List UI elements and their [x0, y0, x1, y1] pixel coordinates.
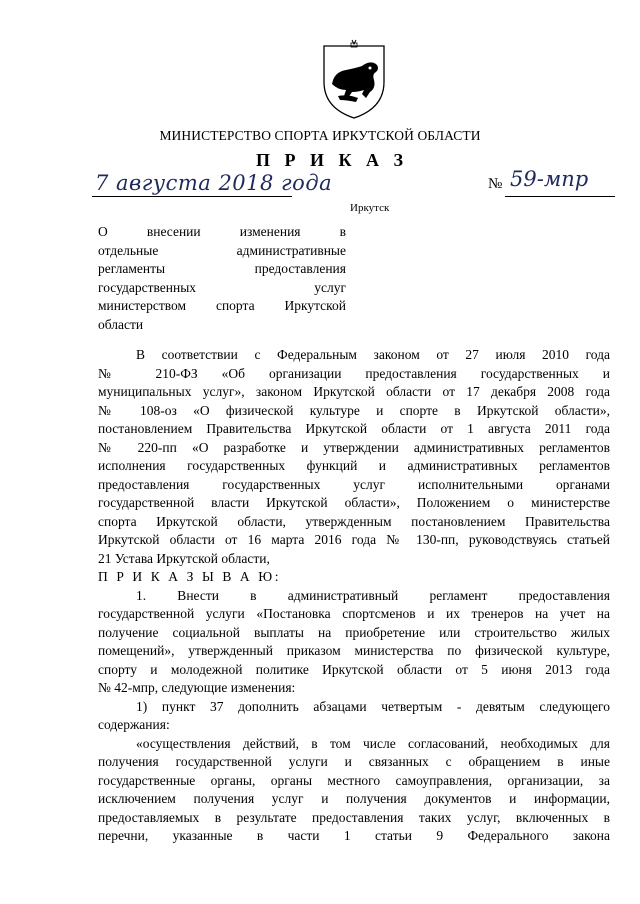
subject-line: государственных услуг: [98, 279, 346, 295]
text-line: № 42-мпр, следующие изменения:: [98, 680, 296, 695]
text-line: помещений», утвержденный приказом министерства по физической культуре,: [98, 643, 610, 658]
subject-line: О внесении изменения в: [98, 224, 346, 239]
preamble-paragraph: [98, 346, 610, 846]
text-line: исключением получения услуг и получения документов и информации,: [98, 791, 610, 806]
text-line: предоставления государственных услуг исполнительными органами: [98, 476, 610, 492]
text-line: спорту и молодежной политике Иркутской области от 5 июня 2013 года: [98, 661, 610, 677]
subject-line: области: [98, 316, 144, 332]
text-line: постановлением Правительства Иркутской области от 1 августа 2011 года: [98, 421, 610, 436]
text-line: «осуществления действий, в том числе согласований, необходимых для: [136, 735, 610, 751]
text-line: исполнения государственных функций и административных регламентов: [98, 458, 610, 473]
text-line: государственной власти Иркутской области», Положением о министерстве: [98, 495, 610, 510]
text-line: государственные органы, органы местного самоуправления, организации, за: [98, 772, 610, 788]
text-line: 21 Устава Иркутской области,: [98, 550, 270, 566]
order-number-label: №: [488, 176, 503, 192]
text-line: № 220-пп «О разработке и утверждении административных регламентов: [98, 439, 610, 455]
number-underline: [505, 196, 615, 197]
text-line: 1. Внести в административный регламент предоставления: [136, 587, 610, 603]
text-line: 1) пункт 37 дополнить абзацами четвертым - девятым следующего: [136, 698, 610, 714]
text-line: государственной услуги «Постановка спортсменов и их тренеров на учет на: [98, 606, 610, 621]
text-line: содержания:: [98, 717, 170, 732]
order-date: 7 августа 2018 года: [95, 171, 333, 195]
subject-line: отдельные административные: [98, 242, 346, 258]
text-line: получения государственной услуги и связанных с обращением в иные: [98, 754, 610, 769]
document-title: П Р И К А З: [255, 150, 409, 170]
text-line: № 210-ФЗ «Об организации предоставления государственных и: [98, 365, 610, 381]
order-number: 59-мпр: [510, 167, 589, 191]
subject-line: министерством спорта Иркутской: [98, 298, 346, 313]
text-line: получение социальной выплаты на приобретение или строительство жилых: [98, 624, 610, 640]
text-line: спорта Иркутской области, утвержденным постановлением Правительства: [98, 513, 610, 529]
text-line: предоставляемых в результате предоставления таких услуг, включенных в: [98, 809, 610, 825]
text-line: муниципальных услуг», законом Иркутской области от 17 декабря 2008 года: [98, 384, 610, 399]
coat-of-arms-icon: [318, 38, 390, 122]
text-line: Иркутской области от 16 марта 2016 года № 130-пп, руководствуясь статьей: [98, 532, 610, 547]
city-name: Иркутск: [350, 202, 390, 214]
order-subject: [98, 223, 346, 334]
date-underline: [92, 196, 292, 197]
ministry-name: МИНИСТЕРСТВО СПОРТА ИРКУТСКОЙ ОБЛАСТИ: [159, 128, 481, 143]
text-line: № 108-оз «О физической культуре и спорте в Иркутской области»,: [98, 402, 610, 418]
orders-heading: П Р И К А З Ы В А Ю:: [98, 569, 282, 584]
text-line: перечни, указанные в части 1 статьи 9 Федерального закона: [98, 828, 610, 843]
subject-line: регламенты предоставления: [98, 261, 346, 276]
text-line: В соответствии с Федеральным законом от 27 июля 2010 года: [136, 347, 610, 362]
